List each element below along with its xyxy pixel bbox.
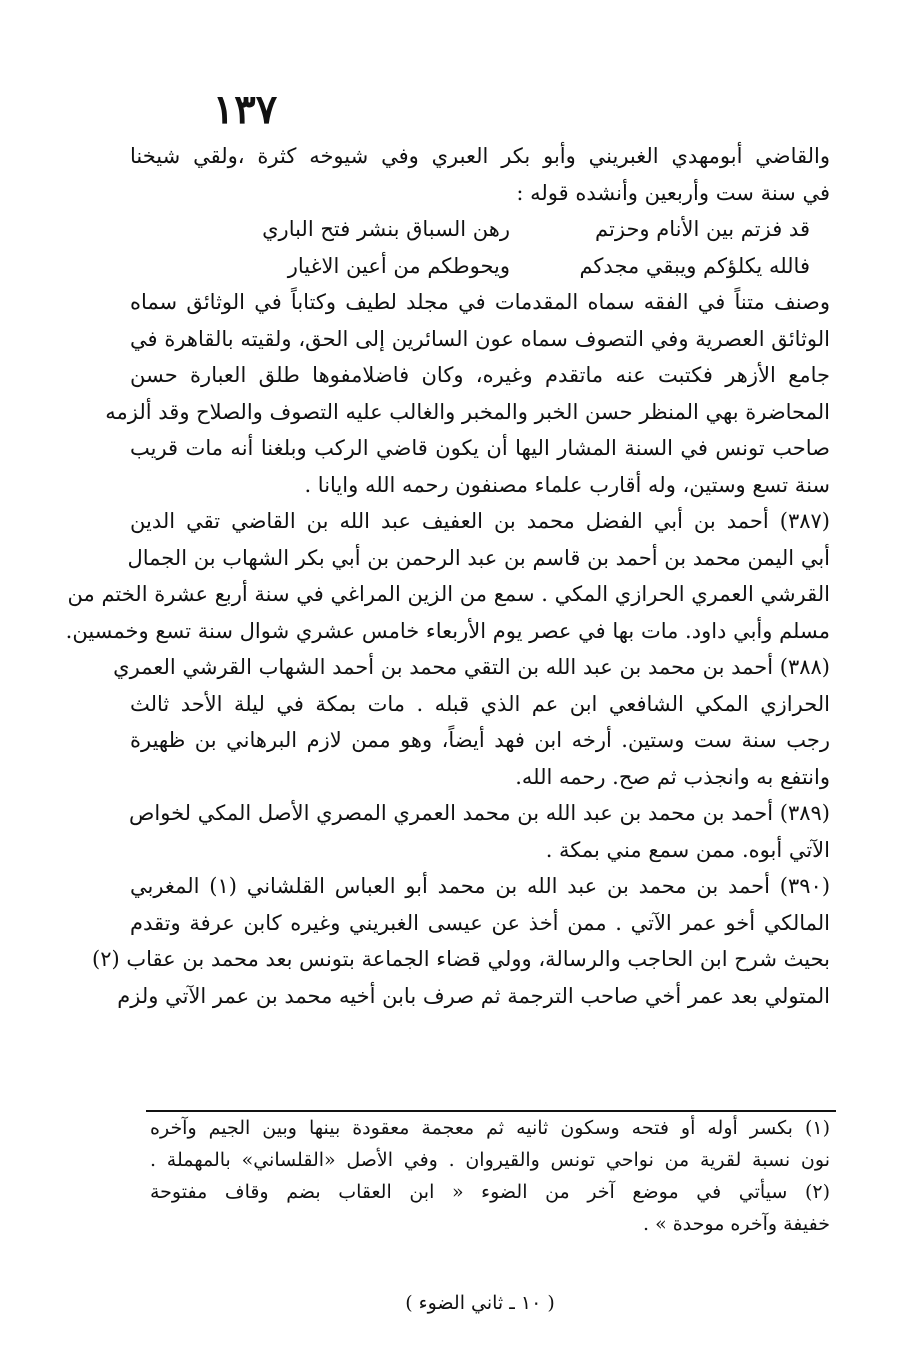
text-line: القرشي العمري الحرازي المكي . سمع من الزين المراغي في سنة أربع عشرة الختم من xyxy=(67,582,830,606)
verse-first-hemistich: قد فزتم بين الأنام وحزتم xyxy=(595,217,810,241)
footnotes xyxy=(150,1112,830,1240)
poem-verse xyxy=(130,248,830,285)
verse-second-hemistich: ويحوطكم من أعين الاغيار xyxy=(287,253,510,278)
text-line: رجب سنة ست وستين. أرخه ابن فهد أيضاً، وهو ممن لازم البرهاني بن ظهيرة xyxy=(130,728,830,752)
text-line: بحيث شرح ابن الحاجب والرسالة، وولي قضاء الجماعة بتونس بعد محمد بن عقاب (٢) xyxy=(92,947,830,971)
text-line: في سنة ست وأربعين وأنشده قوله : xyxy=(516,180,830,205)
text-line: المالكي أخو عمر الآتي . ممن أخذ عن عيسى الغبريني وغيره كابن عرفة وتقدم xyxy=(130,910,830,935)
entry-388-line: (٣٨٨) أحمد بن محمد بن عبد الله بن التقي محمد بن أحمد الشهاب القرشي العمري xyxy=(113,655,830,679)
page-number: ١٣٧ xyxy=(212,86,278,133)
text-line: مسلم وأبي داود. مات بها في عصر يوم الأربعاء خامس عشري شوال سنة تسع وخمسين. xyxy=(65,618,830,643)
verse-second-hemistich: رهن السباق بنشر فتح الباري xyxy=(262,217,510,241)
text-line: والقاضي أبومهدي الغبريني وأبو بكر العبري وفي شيوخه كثرة ،ولقي شيخنا xyxy=(130,144,830,168)
text-line: الوثائق العصرية وفي التصوف سماه عون السائرين إلى الحق، ولقيته بالقاهرة في xyxy=(130,326,830,351)
entry-389-line: (٣٨٩) أحمد بن محمد بن عبد الله بن محمد العمري المصري الأصل المكي لخواص xyxy=(129,801,830,825)
footnote-line: (٢) سيأتي في موضع آخر من الضوء « ابن العقاب بضم وقاف مفتوحة xyxy=(150,1181,830,1203)
footnote-line: خفيفة وآخره موحدة » . xyxy=(642,1213,830,1235)
text-line: المحاضرة بهي المنظر حسن الخبر والمخبر والغالب عليه التصوف والصلاح وقد ألزمه xyxy=(105,399,830,424)
verse-first-hemistich: فالله يكلؤكم ويبقي مجدكم xyxy=(579,253,810,278)
text-line: المتولي بعد عمر أخي صاحب الترجمة ثم صرف بابن أخيه محمد بن عمر الآتي ولزم xyxy=(117,983,830,1008)
text-line: الآتي أبوه. ممن سمع مني بمكة . xyxy=(545,837,830,862)
poem-verse xyxy=(130,211,830,248)
text-line: صاحب تونس في السنة المشار اليها أن يكون قاضي الركب وبلغنا أنه مات قريب xyxy=(130,436,830,460)
text-line: أبي اليمن محمد بن أحمد بن قاسم بن عبد الرحمن بن أبي بكر الشهاب بن الجمال xyxy=(127,545,830,570)
footnote-line: (١) بكسر أوله أو فتحه وسكون ثانيه ثم معجمة معقودة بينها وبين الجيم وآخره xyxy=(150,1117,830,1139)
text-line: وصنف متناً في الفقه سماه المقدمات في مجلد لطيف وكتاباً في الوثائق سماه xyxy=(130,290,830,314)
text-line: جامع الأزهر فكتبت عنه ماتقدم وغيره، وكان فاضلامفوها طلق العبارة حسن xyxy=(130,363,830,387)
entry-387-line: (٣٨٧) أحمد بن أبي الفضل محمد بن العفيف عبد الله بن القاضي تقي الدين xyxy=(130,509,830,533)
text-line: سنة تسع وستين، وله أقارب علماء مصنفون رحمه الله وايانا . xyxy=(304,472,830,497)
entry-390-line: (٣٩٠) أحمد بن محمد بن عبد الله بن محمد أبو العباس القلشاني (١) المغربي xyxy=(130,874,831,898)
text-line: وانتفع به وانجذب ثم صح. رحمه الله. xyxy=(515,764,830,789)
text-line: الحرازي المكي الشافعي ابن عم الذي قبله . مات بمكة في ليلة الأحد ثالث xyxy=(130,691,830,716)
signature-mark: ( ١٠ ـ ثاني الضوء ) xyxy=(405,1292,555,1314)
main-text xyxy=(65,138,831,1014)
footnote-line: نون نسبة لقرية من نواحي تونس والقيروان . وفي الأصل «القلساني» بالمهملة . xyxy=(150,1149,830,1171)
